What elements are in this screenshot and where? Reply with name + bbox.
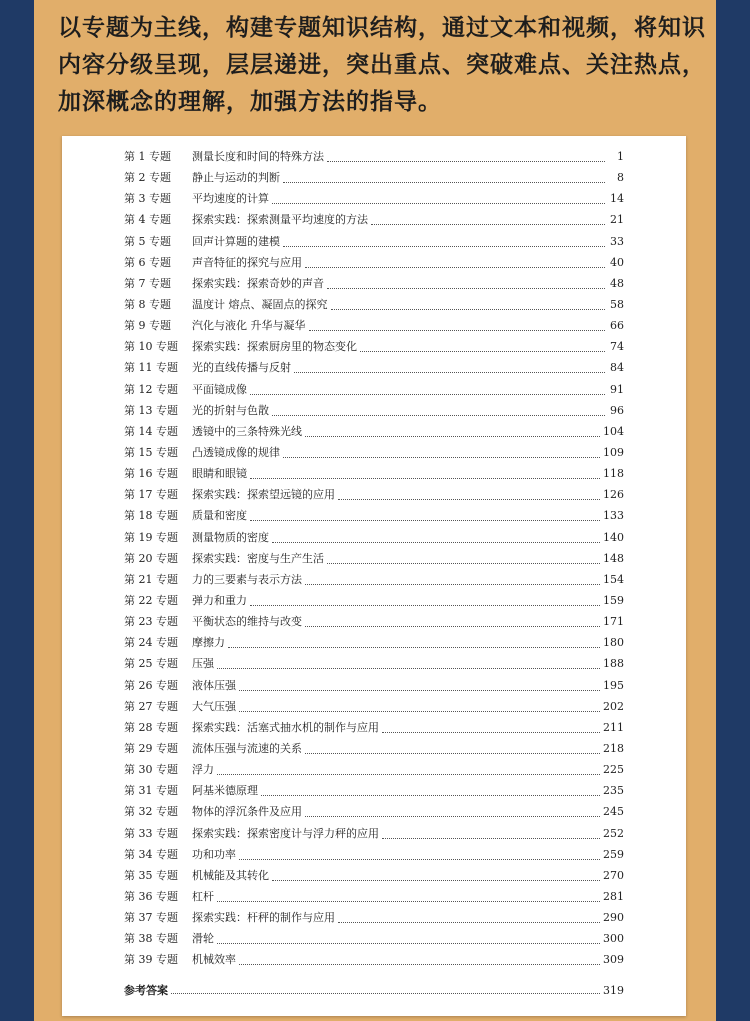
toc-leader-dots xyxy=(272,197,605,204)
toc-chapter-number: 第 8 专题 xyxy=(124,297,171,311)
toc-leader-dots xyxy=(309,324,606,331)
toc-leader-dots xyxy=(250,599,600,606)
toc-leader-dots xyxy=(272,874,600,881)
toc-row xyxy=(62,465,686,486)
toc-page-number: 281 xyxy=(603,889,624,903)
toc-chapter-title: 滑轮 xyxy=(192,932,214,946)
toc-page-number: 225 xyxy=(603,763,624,777)
toc-page-number: 1 xyxy=(617,150,624,163)
toc-page-number: 148 xyxy=(603,551,624,565)
toc-leader-dots xyxy=(239,705,600,712)
toc-page-number: 118 xyxy=(603,467,624,481)
toc-leader-dots xyxy=(305,810,600,817)
toc-leader-dots xyxy=(217,895,600,902)
toc-chapter-number: 第 28 专题 xyxy=(124,720,178,734)
toc-row xyxy=(62,359,686,380)
toc-row xyxy=(62,148,686,169)
toc-chapter-number: 第 23 专题 xyxy=(124,615,178,629)
toc-chapter-number: 第 13 专题 xyxy=(124,403,178,417)
toc-leader-dots xyxy=(217,662,600,669)
toc-page-number: 218 xyxy=(603,741,624,755)
toc-chapter-title: 回声计算题的建模 xyxy=(192,234,280,248)
toc-row xyxy=(62,761,686,782)
toc-leader-dots xyxy=(305,620,600,627)
toc-leader-dots xyxy=(250,472,600,479)
toc-page xyxy=(62,136,686,1016)
toc-row xyxy=(62,317,686,338)
toc-page-number: 66 xyxy=(610,319,624,333)
toc-row xyxy=(62,529,686,550)
toc-page-number: 188 xyxy=(603,657,624,671)
toc-row xyxy=(62,211,686,232)
toc-leader-dots xyxy=(250,388,605,395)
toc-chapter-number: 第 4 专题 xyxy=(124,213,171,227)
toc-chapter-number: 第 15 专题 xyxy=(124,445,178,459)
toc-leader-dots xyxy=(261,789,600,796)
toc-chapter-number: 第 37 专题 xyxy=(124,911,178,925)
toc-row xyxy=(62,444,686,465)
toc-chapter-number: 第 29 专题 xyxy=(124,741,178,755)
toc-page-number: 309 xyxy=(603,953,624,967)
toc-leader-dots xyxy=(338,916,600,923)
toc-chapter-number: 第 6 专题 xyxy=(124,255,171,269)
toc-leader-dots xyxy=(272,409,605,416)
toc-leader-dots xyxy=(272,536,600,543)
toc-list xyxy=(62,148,686,972)
toc-chapter-number: 第 11 专题 xyxy=(124,361,178,375)
toc-chapter-title: 温度计 熔点、凝固点的探究 xyxy=(192,297,328,311)
toc-chapter-title: 静止与运动的判断 xyxy=(192,171,280,185)
toc-chapter-title: 机械效率 xyxy=(192,953,236,967)
toc-chapter-title: 眼睛和眼镜 xyxy=(192,467,247,481)
toc-row xyxy=(62,655,686,676)
toc-chapter-number: 第 14 专题 xyxy=(124,424,178,438)
toc-page-number: 252 xyxy=(603,826,624,840)
toc-chapter-title: 测量物质的密度 xyxy=(192,530,269,544)
toc-row-answers xyxy=(62,982,686,998)
toc-row xyxy=(62,592,686,613)
toc-page-number: 270 xyxy=(603,868,624,882)
toc-page-number: 8 xyxy=(617,171,624,185)
toc-chapter-title: 测量长度和时间的特殊方法 xyxy=(192,150,324,163)
toc-chapter-title: 探索实践：探索密度计与浮力秤的应用 xyxy=(192,826,379,840)
toc-chapter-number: 第 22 专题 xyxy=(124,593,178,607)
toc-page-number: 180 xyxy=(603,636,624,650)
toc-row xyxy=(62,782,686,803)
toc-chapter-number: 第 35 专题 xyxy=(124,868,178,882)
toc-row xyxy=(62,613,686,634)
toc-leader-dots xyxy=(382,832,600,839)
toc-leader-dots xyxy=(217,937,600,944)
toc-leader-dots xyxy=(217,768,600,775)
toc-page-number: 133 xyxy=(603,509,624,523)
toc-chapter-number: 第 12 专题 xyxy=(124,382,178,396)
toc-chapter-title: 物体的浮沉条件及应用 xyxy=(192,805,302,819)
toc-page-number: 91 xyxy=(610,382,624,396)
toc-row xyxy=(62,190,686,211)
toc-row xyxy=(62,888,686,909)
toc-leader-dots xyxy=(294,366,605,373)
toc-chapter-title: 探索实践：探索厨房里的物态变化 xyxy=(192,340,357,354)
toc-leader-dots xyxy=(239,684,600,691)
toc-chapter-number: 第 31 专题 xyxy=(124,784,178,798)
toc-row xyxy=(62,254,686,275)
toc-chapter-number: 第 25 专题 xyxy=(124,657,178,671)
toc-chapter-number: 第 10 专题 xyxy=(124,340,178,354)
toc-row xyxy=(62,233,686,254)
toc-chapter-number: 第 5 专题 xyxy=(124,234,171,248)
toc-chapter-number: 第 34 专题 xyxy=(124,847,178,861)
toc-chapter-title: 阿基米德原理 xyxy=(192,784,258,798)
toc-chapter-number: 第 17 专题 xyxy=(124,488,178,502)
toc-leader-dots xyxy=(239,853,600,860)
toc-row xyxy=(62,803,686,824)
toc-page-number: 21 xyxy=(610,213,624,227)
toc-row xyxy=(62,930,686,951)
toc-page-number: 96 xyxy=(610,403,624,417)
toc-chapter-number: 第 27 专题 xyxy=(124,699,178,713)
toc-chapter-number: 第 38 专题 xyxy=(124,932,178,946)
toc-chapter-number: 第 24 专题 xyxy=(124,636,178,650)
toc-page-number: 202 xyxy=(603,699,624,713)
toc-row xyxy=(62,825,686,846)
toc-leader-dots xyxy=(305,578,600,585)
toc-row xyxy=(62,634,686,655)
toc-chapter-number: 第 19 专题 xyxy=(124,530,178,544)
toc-chapter-title: 探索实践：探索奇妙的声音 xyxy=(192,276,324,290)
toc-chapter-number: 第 18 专题 xyxy=(124,509,178,523)
toc-chapter-title: 探索实践：探索望远镜的应用 xyxy=(192,488,335,502)
toc-leader-dots xyxy=(305,261,605,268)
toc-row xyxy=(62,338,686,359)
toc-page-number: 290 xyxy=(603,911,624,925)
toc-row xyxy=(62,846,686,867)
toc-row xyxy=(62,719,686,740)
toc-chapter-title: 浮力 xyxy=(192,763,214,777)
toc-chapter-title: 摩擦力 xyxy=(192,636,225,650)
toc-chapter-title: 功和功率 xyxy=(192,847,236,861)
toc-chapter-title: 汽化与液化 升华与凝华 xyxy=(192,319,306,333)
toc-chapter-title: 平衡状态的维持与改变 xyxy=(192,615,302,629)
toc-row xyxy=(62,698,686,719)
toc-chapter-title: 质量和密度 xyxy=(192,509,247,523)
toc-row xyxy=(62,740,686,761)
toc-leader-dots xyxy=(171,987,600,994)
toc-leader-dots xyxy=(331,303,606,310)
toc-chapter-title: 平均速度的计算 xyxy=(192,192,269,206)
toc-chapter-number: 第 26 专题 xyxy=(124,678,178,692)
toc-page-number: 109 xyxy=(603,445,624,459)
toc-page-number: 104 xyxy=(603,424,624,438)
toc-page-number: 154 xyxy=(603,572,624,586)
headline-text: 以专题为主线，构建专题知识结构，通过文本和视频，将知识内容分级呈现，层层递进，突出重点、突破难点、关注热点，加深概念的理解，加强方法的指导。 xyxy=(58,15,706,115)
toc-leader-dots xyxy=(338,493,600,500)
toc-leader-dots xyxy=(327,282,605,289)
toc-chapter-title: 压强 xyxy=(192,657,214,671)
toc-leader-dots xyxy=(283,176,605,183)
toc-row xyxy=(62,275,686,296)
toc-row xyxy=(62,550,686,571)
toc-chapter-number: 第 21 专题 xyxy=(124,572,178,586)
toc-page-number: 14 xyxy=(610,192,624,206)
toc-row xyxy=(62,423,686,444)
toc-row xyxy=(62,571,686,592)
toc-row xyxy=(62,381,686,402)
toc-chapter-number: 第 36 专题 xyxy=(124,889,178,903)
toc-leader-dots xyxy=(283,240,605,247)
toc-page-number: 195 xyxy=(603,678,624,692)
toc-page-number: 171 xyxy=(603,615,624,629)
toc-page-number: 48 xyxy=(610,276,624,290)
toc-page-number: 300 xyxy=(603,932,624,946)
toc-row xyxy=(62,507,686,528)
toc-chapter-number: 第 3 专题 xyxy=(124,192,171,206)
toc-leader-dots xyxy=(360,345,605,352)
toc-page-number: 211 xyxy=(603,720,624,734)
toc-leader-dots xyxy=(327,557,600,564)
toc-page-number: 74 xyxy=(610,340,624,354)
toc-leader-dots xyxy=(371,218,605,225)
toc-chapter-title: 声音特征的探究与应用 xyxy=(192,255,302,269)
toc-chapter-number: 第 2 专题 xyxy=(124,171,171,185)
toc-page-number: 245 xyxy=(603,805,624,819)
toc-chapter-title: 大气压强 xyxy=(192,699,236,713)
toc-chapter-number: 第 16 专题 xyxy=(124,467,178,481)
toc-row xyxy=(62,402,686,423)
toc-chapter-number: 第 20 专题 xyxy=(124,551,178,565)
toc-chapter-title: 流体压强与流速的关系 xyxy=(192,741,302,755)
toc-chapter-title: 光的直线传播与反射 xyxy=(192,361,291,375)
toc-row xyxy=(62,486,686,507)
toc-leader-dots xyxy=(305,747,600,754)
toc-leader-dots xyxy=(382,726,600,733)
toc-chapter-number: 第 32 专题 xyxy=(124,805,178,819)
toc-chapter-number: 第 1 专题 xyxy=(124,150,171,163)
toc-page-number: 235 xyxy=(603,784,624,798)
toc-chapter-title: 光的折射与色散 xyxy=(192,403,269,417)
toc-chapter-title: 探索实践：密度与生产生活 xyxy=(192,551,324,565)
toc-chapter-title: 弹力和重力 xyxy=(192,593,247,607)
toc-page-number: 33 xyxy=(610,234,624,248)
toc-page-number: 159 xyxy=(603,593,624,607)
toc-chapter-title: 杠杆 xyxy=(192,889,214,903)
toc-chapter-number: 第 30 专题 xyxy=(124,763,178,777)
toc-chapter-title: 透镜中的三条特殊光线 xyxy=(192,424,302,438)
toc-page-number: 58 xyxy=(610,297,624,311)
toc-chapter-number: 第 9 专题 xyxy=(124,319,171,333)
toc-chapter-number: 第 33 专题 xyxy=(124,826,178,840)
toc-page-number: 40 xyxy=(610,255,624,269)
toc-page-number: 259 xyxy=(603,847,624,861)
toc-leader-dots xyxy=(327,155,605,162)
toc-leader-dots xyxy=(228,641,600,648)
toc-chapter-title: 机械能及其转化 xyxy=(192,868,269,882)
toc-chapter-title: 探索实践：探索测量平均速度的方法 xyxy=(192,213,368,227)
toc-chapter-title: 平面镜成像 xyxy=(192,382,247,396)
answers-page-number: 319 xyxy=(603,984,624,997)
toc-row xyxy=(62,867,686,888)
toc-leader-dots xyxy=(239,958,600,965)
toc-leader-dots xyxy=(283,451,600,458)
toc-chapter-number: 第 39 专题 xyxy=(124,953,178,967)
toc-leader-dots xyxy=(250,514,600,521)
toc-chapter-title: 探索实践：杆秤的制作与应用 xyxy=(192,911,335,925)
toc-leader-dots xyxy=(305,430,600,437)
toc-chapter-title: 力的三要素与表示方法 xyxy=(192,572,302,586)
toc-page-number: 84 xyxy=(610,361,624,375)
toc-chapter-number: 第 7 专题 xyxy=(124,276,171,290)
toc-row xyxy=(62,951,686,972)
toc-chapter-title: 探索实践：活塞式抽水机的制作与应用 xyxy=(192,720,379,734)
toc-row xyxy=(62,909,686,930)
toc-page-number: 126 xyxy=(603,488,624,502)
toc-row xyxy=(62,296,686,317)
answers-label: 参考答案 xyxy=(124,984,168,997)
toc-row xyxy=(62,169,686,190)
toc-row xyxy=(62,677,686,698)
toc-chapter-title: 液体压强 xyxy=(192,678,236,692)
toc-chapter-title: 凸透镜成像的规律 xyxy=(192,445,280,459)
toc-page-number: 140 xyxy=(603,530,624,544)
